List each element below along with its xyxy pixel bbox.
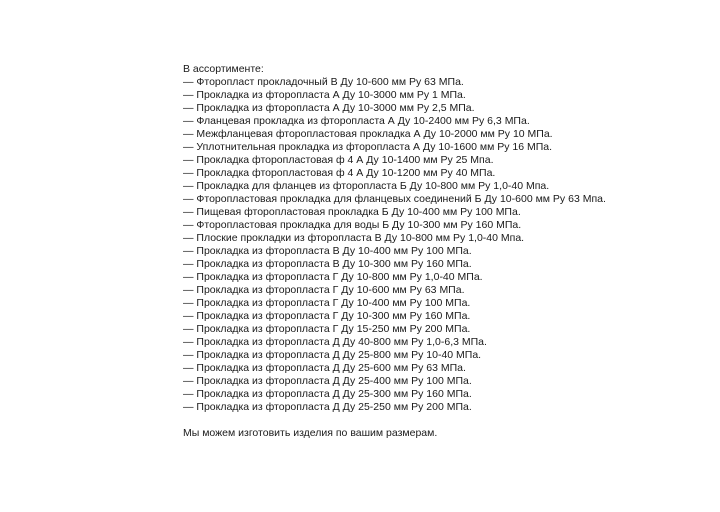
assortment-list: [183, 76, 720, 414]
list-item: — Прокладка из фторопласта Г Ду 15-250 мм Ру 200 МПа.: [183, 323, 471, 335]
list-item: — Прокладка из фторопласта В Ду 10-400 мм Ру 100 МПа.: [183, 245, 472, 257]
list-item: — Прокладка из фторопласта Г Ду 10-300 мм Ру 160 МПа.: [183, 310, 471, 322]
list-item: — Пищевая фторопластовая прокладка Б Ду 10-400 мм Ру 100 МПа.: [183, 206, 521, 218]
list-item: — Уплотнительная прокладка из фторопласта А Ду 10-1600 мм Ру 16 МПа.: [183, 141, 553, 153]
list-item: — Прокладка из фторопласта Д Ду 25-600 мм Ру 63 МПа.: [183, 362, 466, 374]
list-item: — Прокладка из фторопласта Г Ду 10-800 мм Ру 1,0-40 МПа.: [183, 271, 483, 283]
list-item: — Прокладка из фторопласта Д Ду 25-300 мм Ру 160 МПа.: [183, 388, 472, 400]
list-item: — Фторопласт прокладочный В Ду 10-600 мм Ру 63 МПа.: [183, 76, 464, 88]
list-item: — Фланцевая прокладка из фторопласта А Ду 10-2400 мм Ру 6,3 МПа.: [183, 115, 530, 127]
list-item: — Прокладка из фторопласта Д Ду 40-800 мм Ру 1,0-6,3 МПа.: [183, 336, 487, 348]
list-item: — Прокладка из фторопласта А Ду 10-3000 мм Ру 1 МПа.: [183, 89, 466, 101]
list-item: — Межфланцевая фторопластовая прокладка А Ду 10-2000 мм Ру 10 МПа.: [183, 128, 553, 140]
assortment-heading: В ассортименте:: [183, 63, 264, 75]
custom-size-note: Мы можем изготовить изделия по вашим размерам.: [183, 427, 438, 439]
list-item: — Прокладка для фланцев из фторопласта Б Ду 10-800 мм Ру 1,0-40 Мпа.: [183, 180, 550, 192]
list-item: — Прокладка из фторопласта В Ду 10-300 мм Ру 160 МПа.: [183, 258, 472, 270]
list-item: — Фторопластовая прокладка для воды Б Ду 10-300 мм Ру 160 МПа.: [183, 219, 522, 231]
list-item: — Прокладка из фторопласта Д Ду 25-250 мм Ру 200 МПа.: [183, 401, 472, 413]
list-item: — Плоские прокладки из фторопласта В Ду 10-800 мм Ру 1,0-40 Мпа.: [183, 232, 525, 244]
list-item: — Прокладка из фторопласта Д Ду 25-400 мм Ру 100 МПа.: [183, 375, 472, 387]
list-item: — Прокладка из фторопласта Д Ду 25-800 мм Ру 10-40 МПа.: [183, 349, 482, 361]
list-item: — Прокладка из фторопласта А Ду 10-3000 мм Ру 2,5 МПа.: [183, 102, 475, 114]
list-item: — Прокладка фторопластовая ф 4 А Ду 10-1400 мм Ру 25 Мпа.: [183, 154, 494, 166]
list-item: — Прокладка из фторопласта Г Ду 10-400 мм Ру 100 МПа.: [183, 297, 471, 309]
list-item: — Прокладка фторопластовая ф 4 А Ду 10-1200 мм Ру 40 МПа.: [183, 167, 496, 179]
list-item: — Прокладка из фторопласта Г Ду 10-600 мм Ру 63 МПа.: [183, 284, 465, 296]
list-item: — Фторопластовая прокладка для фланцевых соединений Б Ду 10-600 мм Ру 63 Мпа.: [183, 193, 606, 205]
